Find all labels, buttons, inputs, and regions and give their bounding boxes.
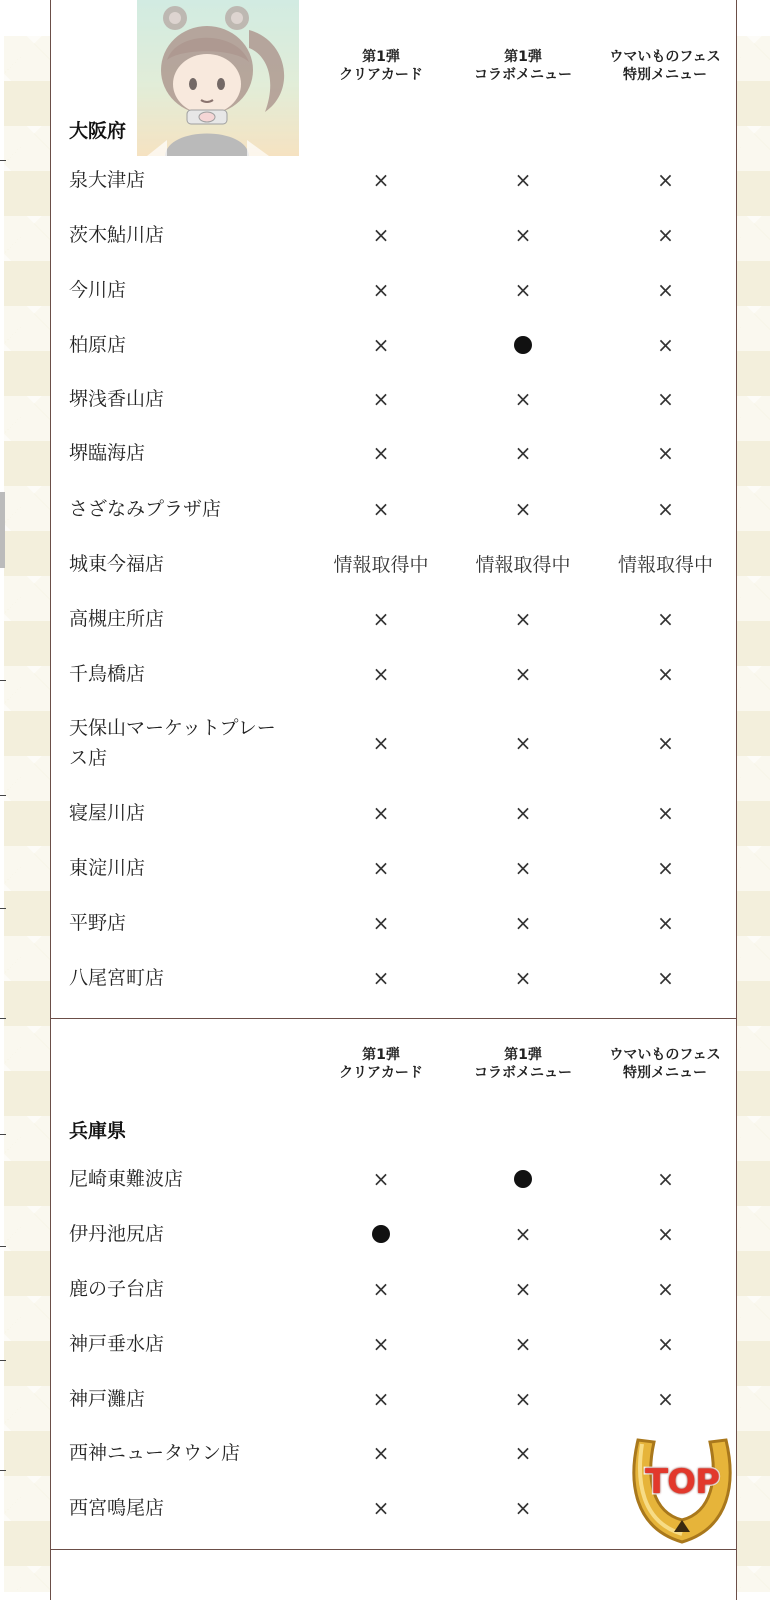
unavailable-mark: × [514, 1221, 532, 1246]
unavailable-mark: × [372, 801, 390, 825]
unavailable-mark: × [514, 387, 532, 411]
left-edge-tick [0, 1018, 6, 1019]
unavailable-mark: × [372, 855, 390, 880]
column-header-clear-card: 第1弾 クリアカード [339, 49, 423, 83]
left-edge-tick [0, 1246, 6, 1247]
store-name: 堺臨海店 [69, 442, 146, 464]
unavailable-mark: × [514, 801, 532, 825]
unavailable-mark: × [372, 496, 390, 521]
column-header-umaimono-menu: ウマいものフェス 特別メニュー [609, 49, 721, 83]
unavailable-mark: × [372, 1440, 390, 1465]
top-button-label: TOP [644, 1462, 719, 1502]
filled-circle-icon [514, 336, 532, 354]
left-edge-tick [0, 1470, 6, 1471]
table-row [51, 426, 736, 480]
unavailable-mark: × [514, 168, 532, 192]
unavailable-mark: × [657, 1221, 674, 1246]
unavailable-mark: × [372, 223, 390, 247]
prefecture-heading-osaka: 大阪府 [69, 120, 127, 142]
unavailable-mark: × [657, 168, 674, 192]
unavailable-mark: × [657, 333, 674, 357]
unavailable-mark: × [372, 606, 390, 631]
table-row [51, 895, 736, 950]
mascot-illustration [137, 0, 299, 156]
unavailable-mark: × [657, 441, 674, 465]
table-row [51, 152, 736, 208]
column-header-umaimono-menu: ウマいものフェス 特別メニュー [609, 1047, 721, 1081]
left-edge-tick [0, 680, 6, 681]
table-row [51, 536, 736, 591]
unavailable-mark: × [372, 1495, 390, 1520]
table-row [51, 207, 736, 263]
left-edge-tick [0, 908, 6, 909]
unavailable-mark: × [372, 731, 390, 755]
unavailable-mark: × [657, 1276, 674, 1301]
left-edge-tick [0, 1134, 6, 1135]
store-name: 鹿の子台店 [69, 1277, 165, 1300]
unavailable-mark: × [372, 387, 390, 411]
unavailable-mark: × [514, 606, 532, 631]
unavailable-mark: × [657, 496, 674, 521]
section-divider [51, 1018, 736, 1019]
unavailable-mark: × [514, 278, 532, 302]
table-row [51, 646, 736, 701]
unavailable-mark: × [514, 910, 532, 935]
store-name: 堺浅香山店 [69, 388, 165, 410]
table-row [51, 1261, 736, 1316]
unavailable-mark: × [657, 387, 674, 411]
store-name: 神戸垂水店 [69, 1332, 165, 1355]
unavailable-mark: × [372, 441, 390, 465]
store-name: 天保山マーケットプレース店 [69, 717, 276, 769]
table-row [51, 372, 736, 426]
unavailable-mark: × [657, 278, 674, 302]
mascot-character-icon [137, 0, 299, 156]
unavailable-mark: × [657, 1331, 674, 1356]
unavailable-mark: × [372, 333, 390, 357]
unavailable-mark: × [657, 1386, 674, 1411]
unavailable-mark: × [372, 910, 390, 935]
available-dot [451, 317, 595, 373]
unavailable-mark: × [657, 965, 674, 990]
unavailable-mark: × [514, 731, 532, 755]
status-text: 情報取得中 [333, 554, 429, 576]
section-divider [51, 1549, 736, 1550]
status-text: 情報取得中 [475, 554, 571, 576]
table-row [51, 1371, 736, 1426]
store-name: さざなみプラザ店 [69, 497, 222, 520]
table-row [51, 840, 736, 895]
table-row [51, 1151, 736, 1206]
unavailable-mark: × [372, 1276, 390, 1301]
unavailable-mark: × [372, 1166, 390, 1191]
unavailable-mark: × [657, 910, 674, 935]
unavailable-mark: × [514, 1495, 532, 1520]
unavailable-mark: × [657, 1166, 674, 1191]
unavailable-mark: × [514, 1331, 532, 1356]
filled-circle-icon [514, 1170, 532, 1188]
store-name: 八尾宮町店 [69, 966, 165, 989]
unavailable-mark: × [372, 1331, 390, 1356]
store-name: 西神ニュータウン店 [69, 1441, 241, 1464]
store-name: 茨木鮎川店 [69, 224, 165, 246]
status-text: 情報取得中 [617, 554, 713, 576]
store-name: 今川店 [69, 279, 127, 301]
store-name: 神戸灘店 [69, 1387, 146, 1410]
unavailable-mark: × [514, 965, 532, 990]
store-name: 柏原店 [69, 334, 127, 356]
unavailable-mark: × [657, 223, 674, 247]
unavailable-mark: × [657, 855, 674, 880]
unavailable-mark: × [514, 441, 532, 465]
left-edge-scroll-fragment [0, 492, 5, 568]
store-name: 西宮鳴尾店 [69, 1496, 165, 1519]
column-header-collab-menu: 第1弾 コラボメニュー [474, 49, 572, 83]
store-table-panel [50, 0, 737, 1600]
available-dot [311, 1206, 451, 1261]
unavailable-mark: × [514, 1276, 532, 1301]
unavailable-mark: × [372, 278, 390, 302]
unavailable-mark: × [657, 606, 674, 631]
store-name: 千鳥橋店 [69, 662, 146, 685]
store-name: 泉大津店 [69, 169, 146, 191]
table-row [51, 1316, 736, 1371]
table-row [51, 786, 736, 840]
store-name: 高槻庄所店 [69, 607, 165, 630]
store-name: 寝屋川店 [69, 802, 146, 824]
unavailable-mark: × [514, 496, 532, 521]
table-row [51, 591, 736, 646]
table-row [51, 262, 736, 318]
store-name: 城東今福店 [69, 552, 165, 575]
unavailable-mark: × [514, 223, 532, 247]
store-name: 尼崎東難波店 [69, 1167, 184, 1190]
table-row [51, 481, 736, 536]
unavailable-mark: × [514, 1440, 532, 1465]
unavailable-mark: × [657, 661, 674, 686]
unavailable-mark: × [514, 661, 532, 686]
table-row [51, 950, 736, 1005]
unavailable-mark: × [372, 661, 390, 686]
unavailable-mark: × [657, 731, 674, 755]
unavailable-mark: × [514, 855, 532, 880]
table-row [51, 1206, 736, 1261]
left-edge-tick [0, 160, 6, 161]
unavailable-mark: × [372, 1386, 390, 1411]
store-name: 伊丹池尻店 [69, 1222, 165, 1245]
store-name: 東淀川店 [69, 856, 146, 879]
unavailable-mark: × [372, 965, 390, 990]
table-row [51, 701, 736, 785]
store-name: 平野店 [69, 911, 127, 934]
unavailable-mark: × [372, 168, 390, 192]
column-header-clear-card: 第1弾 クリアカード [339, 1047, 423, 1081]
left-edge-tick [0, 795, 6, 796]
prefecture-heading-hyogo: 兵庫県 [69, 1120, 127, 1142]
back-to-top-button[interactable] [628, 1432, 736, 1548]
column-header-collab-menu: 第1弾 コラボメニュー [474, 1047, 572, 1081]
filled-circle-icon [372, 1225, 390, 1243]
unavailable-mark: × [657, 801, 674, 825]
available-dot [451, 1151, 595, 1206]
unavailable-mark: × [514, 1386, 532, 1411]
left-edge-tick [0, 1360, 6, 1361]
table-row [51, 317, 736, 373]
